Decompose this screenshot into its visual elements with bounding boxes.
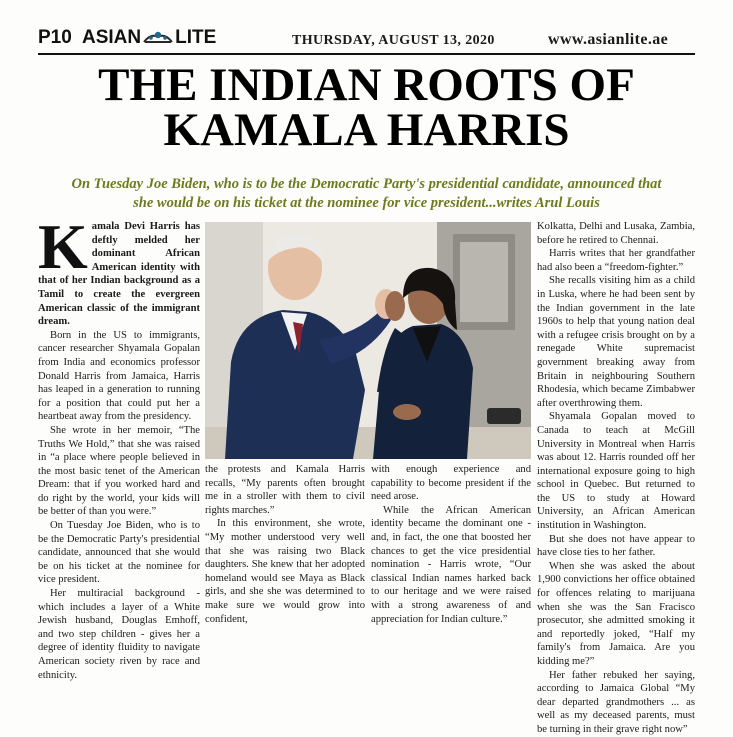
body-paragraph: She wrote in her memoir, “The Truths We Hold,” that she was raised in “a place where people believed in the most basic tenet of the American Dream: that if you worked hard and do right by the world, your kids will be better of than you were.” <box>38 424 200 518</box>
body-paragraph: Her multiracial background - which includes a layer of a White Jewish husband, Douglas Emhoff, and two step children - gives her a degree of identity fluidity to navigate American society riven by race and ethnicity. <box>38 588 200 681</box>
brand-logo <box>82 27 216 49</box>
body-paragraph: On Tuesday Joe Biden, who is to be the Democratic Party's presidential candidate, announced that she would be on his ticket at the nominee for vice president. <box>38 520 200 586</box>
body-paragraph: She recalls visiting him as a child in Luska, where he had been sent by the Indian government in the late 1960s to help that young nation deal with a refugee crisis brought on by a renegade White supremacist government breaking away from Britain in neighbouring Southern Rhodesia, which became Zimbabwer after overthrowing them. <box>537 275 695 409</box>
article-column-3 <box>371 463 531 626</box>
page-number: P10 <box>38 27 72 48</box>
masthead-rule <box>38 53 695 55</box>
body-paragraph: But she does not have appear to have close ties to her father. <box>537 533 695 559</box>
website-url: www.asianlite.ae <box>548 31 669 48</box>
headline-line-1: THE INDIAN ROOTS OF <box>98 59 635 111</box>
body-paragraph: Harris writes that her grandfather had also been a “freedom-fighter.” <box>537 248 695 273</box>
issue-date: THURSDAY, AUGUST 13, 2020 <box>292 33 495 48</box>
headline <box>0 59 733 156</box>
article-column-4 <box>537 220 695 737</box>
body-paragraph: Her father rebuked her saying, according to Jamaica Global “My dear departed grandmothers ... as well as my deceased parents, must be turning in their grave right now” <box>537 669 695 735</box>
body-paragraph: with enough experience and capability to become president if the need arose. <box>371 464 531 503</box>
masthead <box>0 0 733 60</box>
article-column-1 <box>38 211 200 682</box>
body-paragraph: Shyamala Gopalan moved to Canada to teach at McGill University in Montreal when Harris was about 12. Harris rounded off her international exposure going to high school in Quebec. But returned to the US to study at Howard University, an African American institution in Washington. <box>537 411 695 532</box>
lead-paragraph: amala Devi Harris has deftly melded her dominant African American identity with that of her Indian background as a Tamil to create the evergreen American classic of the immigrant dream. <box>38 221 200 328</box>
drop-cap: K <box>38 211 88 282</box>
article-column-2 <box>205 463 365 626</box>
brand-name-left: ASIAN <box>82 27 142 48</box>
body-paragraph: While the African American identity became the dominant one - and, in fact, the one that boosted her chances to get the vice presidential nomination - Harris wrote, “Our classical Indian names harked back to our heritage and we were raised with a strong awareness of and appreciation for Indian culture.” <box>371 504 531 625</box>
brand-name-right: LITE <box>175 27 217 48</box>
body-paragraph: the protests and Kamala Harris recalls, “My parents often brought me in a stroller with them to civil rights marches.” <box>205 464 365 516</box>
body-paragraph: Kolkatta, Delhi and Lusaka, Zambia, before he retired to Chennai. <box>537 221 695 246</box>
ornamental-emblem-icon <box>143 29 173 45</box>
body-paragraph: In this environment, she wrote, “My mother understood very well that she was raising two Black daughters. She knew that her adopted homeland would see Maya as Black girls, and she she was determined to make sure we would grow into confident, <box>205 518 365 625</box>
body-paragraph: When she was asked the about 1,900 convictions her office obtained for offences relating to marijuana when she was the San Fracisco prosecutor, she admitted smoking it and reportedly joked, “Half my family's from Jamaica. Are you kidding me?” <box>537 560 695 667</box>
body-paragraph: Born in the US to immigrants, cancer researcher Shyamala Gopalan from India and economics professor Donald Harris from Jamaica, Harris has leaped in a generation to running for a position that could put her a heartbeat away from the presidency. <box>38 329 200 423</box>
headline-line-2: KAMALA HARRIS <box>163 104 570 156</box>
standfirst: On Tuesday Joe Biden, who is to be the Democratic Party's presidential candidate, announced that she would be on his ticket at the nominee for vice president...writes Arul Louis <box>71 176 662 211</box>
two-people-high-five-photo-icon <box>205 222 531 459</box>
